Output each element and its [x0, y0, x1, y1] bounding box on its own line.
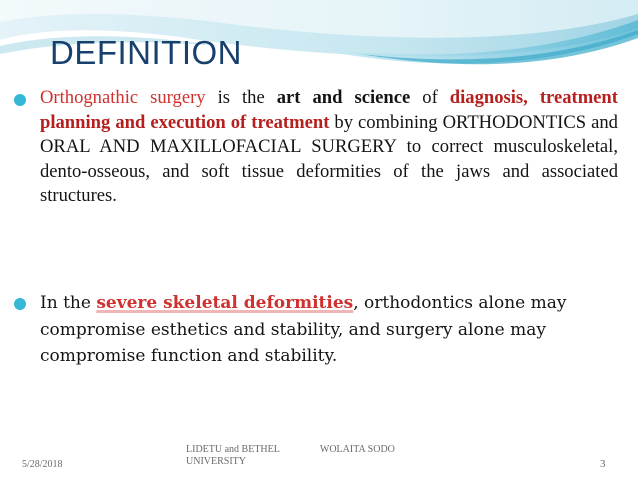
text-run: is the [205, 87, 277, 108]
text-run: of [410, 87, 450, 108]
term-art-and-science: art and science [276, 87, 411, 108]
bullet-severe-deformities [14, 290, 618, 370]
footer-author-line1 [186, 444, 416, 456]
footer-author-names: LIDETU and BETHEL [186, 444, 280, 455]
footer-institution: WOLAITA SODO [319, 444, 395, 455]
bullet-dot-icon [14, 94, 26, 106]
bullet-text [40, 290, 615, 370]
text-run: , orthodontics alone may compromise esthetics and stability, and surgery alone may compromise function and stability. [40, 293, 567, 366]
footer-author [186, 444, 416, 468]
footer-date: 5/28/2018 [22, 459, 63, 470]
text-run: by combining ORTHODONTICS and ORAL AND MAXILLOFACIAL SURGERY to correct musculoskeletal, dento-osseous, and soft tissue deformities of the jaws and associated structures. [40, 111, 618, 206]
page-number: 3 [600, 458, 606, 470]
text-run: In the [40, 293, 97, 313]
term-orthognathic-surgery: Orthognathic surgery [40, 87, 206, 108]
bullet-definition [14, 86, 618, 209]
term-severe-skeletal-deformities: severe skeletal deformities [96, 293, 354, 313]
slide-title: DEFINITION [50, 34, 242, 71]
footer-author-line2: UNIVERSITY [186, 456, 246, 467]
term-diagnosis-treatment: diagnosis, treatment planning and execution of treatment [40, 87, 618, 133]
bullet-dot-icon [14, 298, 26, 310]
bullet-text [40, 86, 618, 209]
